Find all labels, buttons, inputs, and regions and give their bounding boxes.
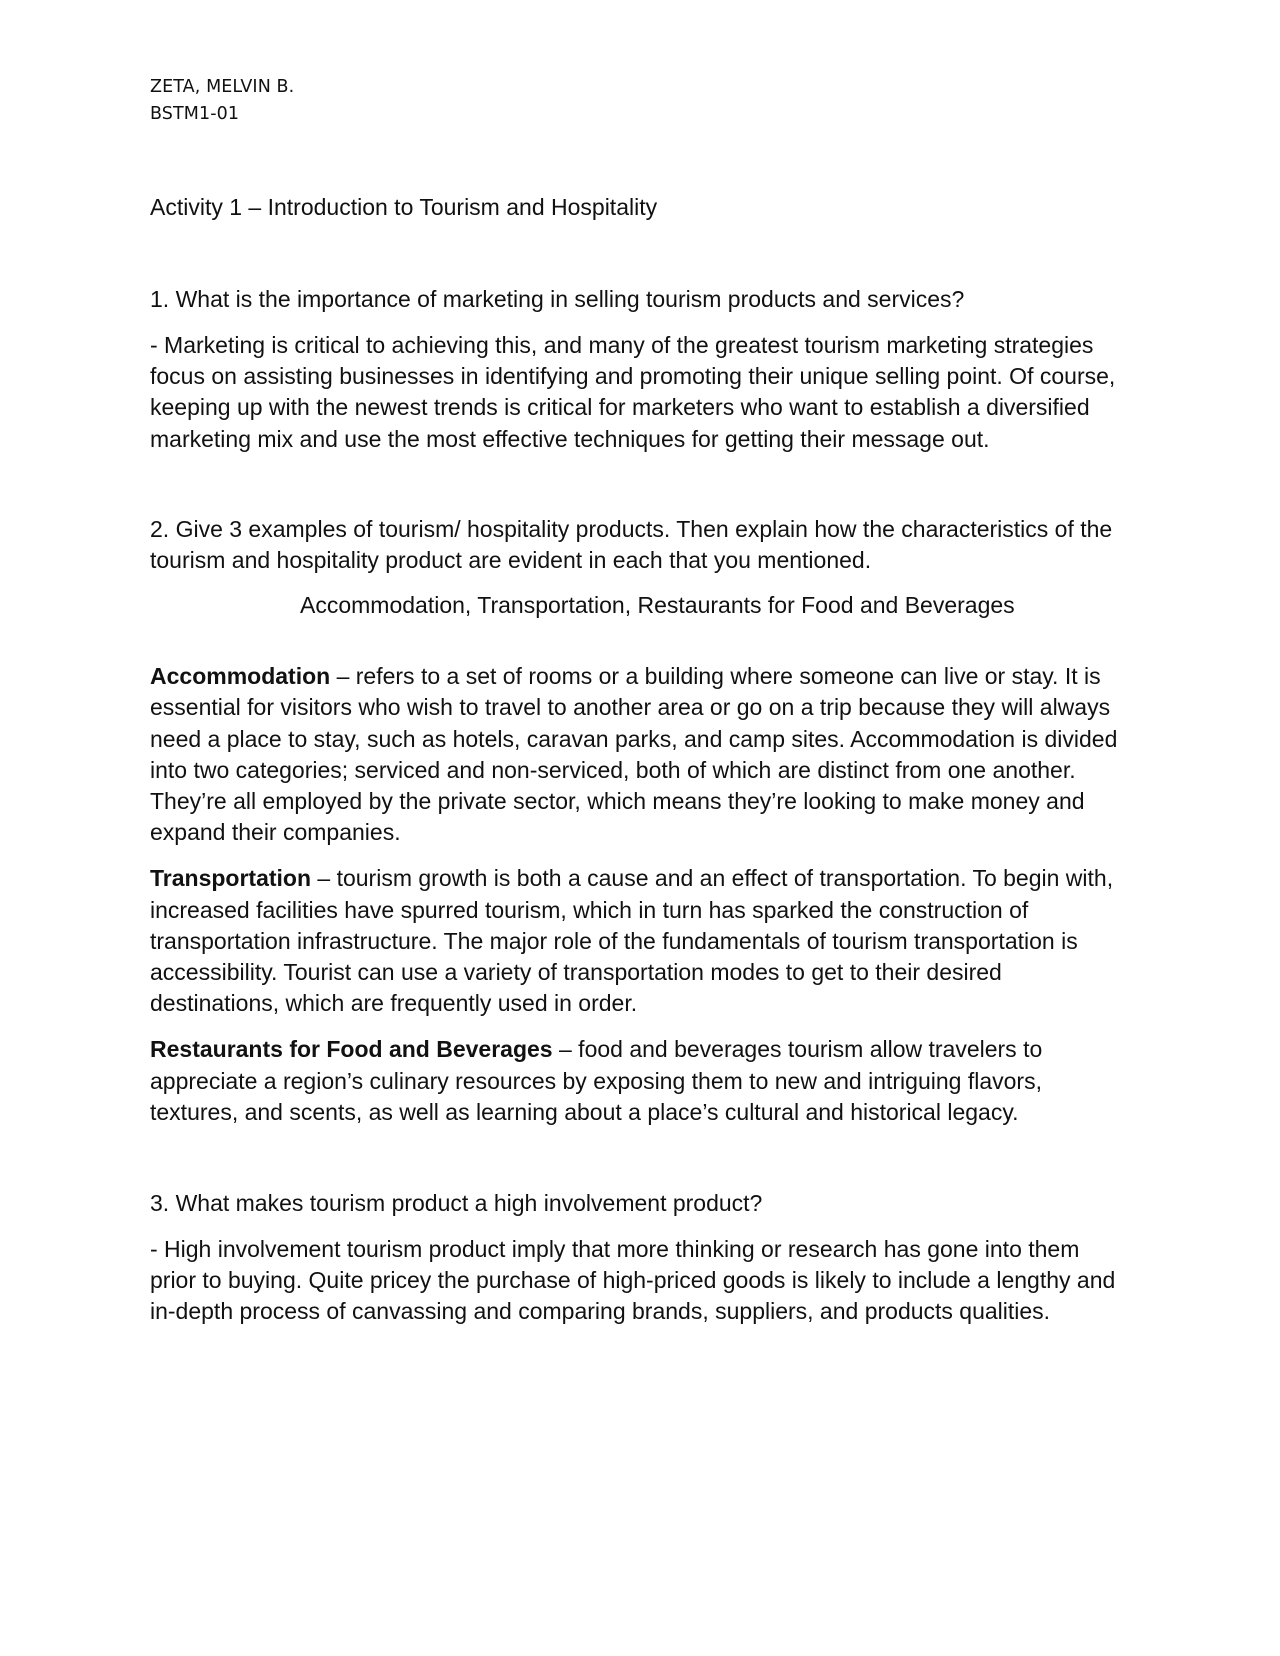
document-page bbox=[150, 74, 1130, 1328]
question-3: 3. What makes tourism product a high involvement product? bbox=[150, 1190, 763, 1217]
item-transportation-text: – tourism growth is both a cause and an effect of transportation. To begin with, increased facilities have spurred tourism, which in turn has sparked the construction of transportation infrastructure. The major role of the fundamentals of tourism transportation is accessibility. Tourist can use a variety of transportation modes to get to their desired destinations, which are frequently used in order. bbox=[150, 865, 1114, 1017]
item-accommodation-text: – refers to a set of rooms or a building where someone can live or stay. It is essential for visitors who wish to travel to another area or go on a trip because they will always need a place to stay, such as hotels, caravan parks, and camp sites. Accommodation is divided into two categories; serviced and non-serviced, both of which are distinct from one another. They’re all employed by the private sector, which means they’re looking to make money and expand their companies. bbox=[150, 663, 1118, 846]
item-restaurants bbox=[150, 1034, 1130, 1128]
answer-1: - Marketing is critical to achieving this, and many of the greatest tourism marketing strategies focus on assisting businesses in identifying and promoting their unique selling point. Of course, keeping up with the newest trends is critical for marketers who want to establish a diversified marketing mix and use the most effective techniques for getting their message out. bbox=[150, 332, 1116, 452]
question-1: 1. What is the importance of marketing in selling tourism products and services? bbox=[150, 286, 965, 312]
item-transportation bbox=[150, 863, 1130, 1019]
item-restaurants-text: – food and beverages tourism allow travelers to appreciate a region’s culinary resources by exposing them to new and intriguing flavors, textures, and scents, as well as learning about a place’s cultural and historical legacy. bbox=[150, 1036, 1043, 1125]
question-2: 2. Give 3 examples of tourism/ hospitality products. Then explain how the characteristics of the tourism and hospitality product are evident in each that you mentioned. bbox=[150, 515, 1113, 574]
item-restaurants-term: Restaurants for Food and Beverages bbox=[150, 1036, 553, 1063]
item-accommodation-term: Accommodation bbox=[150, 663, 331, 690]
student-section: BSTM1-01 bbox=[150, 104, 240, 124]
item-accommodation bbox=[150, 661, 1130, 848]
student-name: ZETA, MELVIN B. bbox=[150, 77, 295, 97]
examples-line: Accommodation, Transportation, Restaurants for Food and Beverages bbox=[300, 592, 1015, 619]
answer-3: - High involvement tourism product imply that more thinking or research has gone into them prior to buying. Quite pricey the purchase of high-priced goods is likely to include a lengthy and in-depth process of canvassing and comparing brands, suppliers, and products qualities. bbox=[150, 1236, 1116, 1325]
item-transportation-term: Transportation bbox=[150, 865, 312, 892]
activity-title: Activity 1 – Introduction to Tourism and Hospitality bbox=[150, 194, 658, 220]
